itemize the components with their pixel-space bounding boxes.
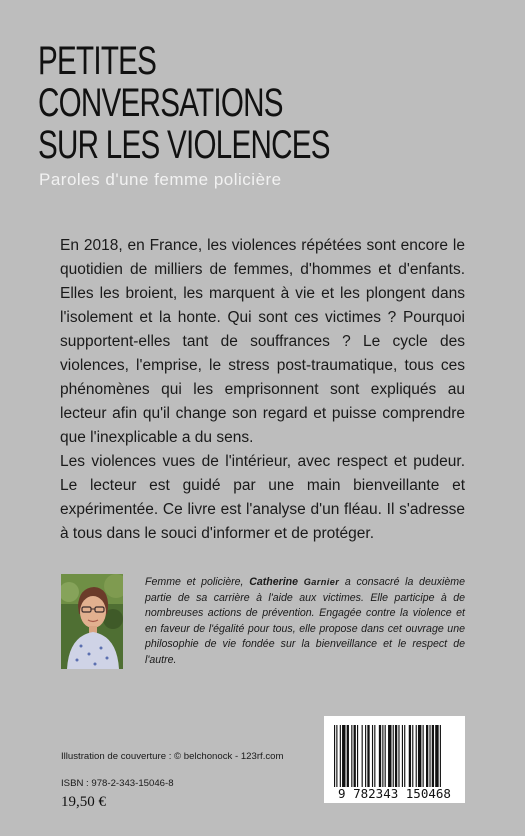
barcode-digits: 9 782343 150468 bbox=[338, 786, 451, 801]
barcode-bar bbox=[404, 725, 405, 787]
title-line-2: CONVERSATIONS bbox=[38, 81, 283, 125]
barcode-bar bbox=[395, 725, 397, 787]
barcode-bar bbox=[351, 725, 352, 787]
author-photo bbox=[61, 574, 123, 669]
barcode-bar bbox=[440, 725, 441, 787]
barcode-bar bbox=[336, 725, 337, 787]
isbn: ISBN : 978-2-343-15046-8 bbox=[61, 778, 174, 789]
barcode-bar bbox=[426, 725, 428, 787]
book-title bbox=[38, 40, 330, 166]
barcode-bar bbox=[398, 725, 399, 787]
cover-illustration-credit: Illustration de couverture : © belchonock - 123rf.com bbox=[61, 751, 284, 762]
barcode-bar bbox=[418, 725, 421, 787]
barcode-bar bbox=[388, 725, 391, 787]
title-line-3: SUR LES VIOLENCES bbox=[38, 123, 330, 167]
barcode-bar bbox=[340, 725, 341, 787]
barcode-bars bbox=[334, 725, 441, 787]
author-first-name: Catherine bbox=[249, 576, 304, 588]
barcode-bar bbox=[362, 725, 363, 787]
bio-text: a consacré la deuxième partie de sa carrière à l'aide aux victimes. Elle participe à de nombreuses actions de prévention. Engagée contre la violence et en faveur de l'égalité pour tous, elle propose dans cet ouvrage une philosophie de vie fondée sur la bienveillance et le respect de l'autre. bbox=[145, 576, 465, 666]
title-line-1: PETITES bbox=[38, 39, 157, 83]
barcode-bar bbox=[374, 725, 375, 787]
barcode-bar bbox=[372, 725, 373, 787]
author-name bbox=[249, 576, 339, 588]
barcode-bar bbox=[412, 725, 413, 787]
barcode-bar bbox=[357, 725, 358, 787]
barcode-bar bbox=[354, 725, 356, 787]
price: 19,50 € bbox=[61, 794, 106, 810]
barcode-bar bbox=[435, 725, 438, 787]
barcode-bar bbox=[429, 725, 430, 787]
barcode-bar bbox=[409, 725, 411, 787]
barcode-bar bbox=[402, 725, 403, 787]
blurb-paragraph-2: Les violences vues de l'intérieur, avec respect et pudeur. Le lecteur est guidé par une main bienveillante et expérimentée. Ce livre est l'analyse d'un fléau. Il s'adresse à tous dans le souci d'informer et de protéger. bbox=[60, 453, 465, 542]
barcode-graphic bbox=[324, 716, 465, 803]
barcode-bar bbox=[385, 725, 386, 787]
author-last-name: Garnier bbox=[303, 577, 340, 587]
bio-intro: Femme et policière, bbox=[145, 576, 250, 588]
author-bio bbox=[145, 575, 465, 669]
barcode-bar bbox=[423, 725, 424, 787]
barcode-bar bbox=[416, 725, 417, 787]
barcode-bar bbox=[432, 725, 434, 787]
barcode-bar bbox=[334, 725, 335, 787]
barcode-bar bbox=[347, 725, 349, 787]
barcode-bar bbox=[365, 725, 366, 787]
barcode-bar bbox=[379, 725, 381, 787]
blurb-paragraph-1: En 2018, en France, les violences répétées sont encore le quotidien de milliers de femmes, d'hommes et d'enfants. Elles les broient, les marquent à vie et les plongent dans l'isolement et la honte. Qui sont ces victimes ? Pourquoi supportent-elles tant de souffrances ? Le cycle des violences, l'emprise, le stress post-traumatique, tous ces phénomènes qui les emprisonnent sont expliqués au lecteur afin qu'il change son regard et puisse comprendre que l'inexplicable a du sens. bbox=[60, 237, 465, 446]
author-portrait-image bbox=[61, 574, 123, 669]
barcode-bar bbox=[382, 725, 383, 787]
barcode-bar bbox=[393, 725, 394, 787]
barcode bbox=[324, 716, 465, 803]
barcode-bar bbox=[342, 725, 345, 787]
book-subtitle: Paroles d'une femme policière bbox=[39, 170, 282, 189]
barcode-bar bbox=[367, 725, 369, 787]
